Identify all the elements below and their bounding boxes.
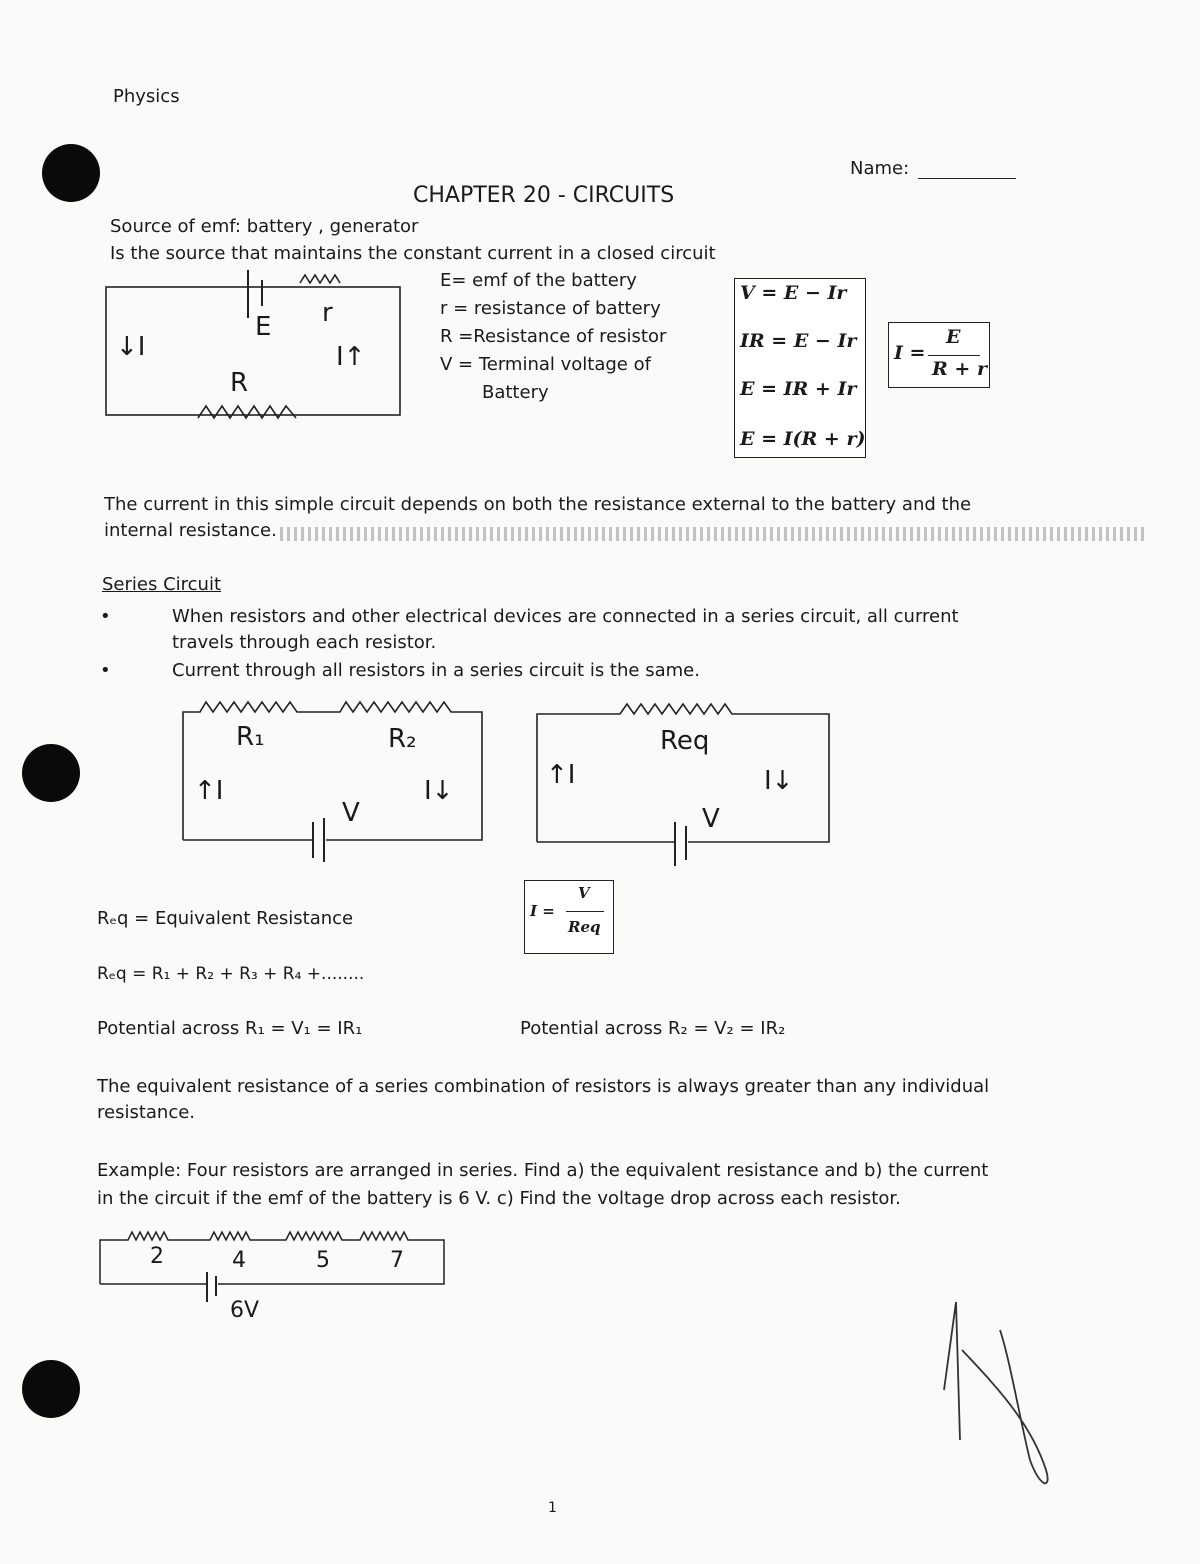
definition-V-cont: Battery — [482, 382, 549, 403]
series-bullet-1: When resistors and other electrical devices are connected in a series circuit, all current — [172, 606, 959, 627]
circuit3-label-req: Req — [660, 726, 710, 756]
ohm-law-numerator: V — [578, 884, 590, 902]
bullet-dot-2: • — [100, 660, 111, 681]
example-resistor-1: 2 — [150, 1244, 164, 1269]
circuit1-label-R: R — [230, 368, 249, 398]
summary-line-1: The current in this simple circuit depends on both the resistance external to the battery and the — [104, 494, 972, 515]
current-formula-lhs: I = — [894, 342, 926, 364]
example-battery-label: 6V — [230, 1298, 260, 1323]
bullet-dot-1: • — [100, 606, 111, 627]
example-resistor-3: 5 — [316, 1248, 330, 1273]
circuit1-current-left: ↓I — [116, 332, 146, 362]
definition-E: E= emf of the battery — [440, 270, 637, 291]
name-label: Name: — [850, 158, 910, 179]
circuit2-label-r2: R₂ — [388, 724, 417, 754]
definition-V: V = Terminal voltage of — [440, 354, 651, 375]
circuit2-label-r1: R₁ — [236, 722, 265, 752]
example-line-2: in the circuit if the emf of the battery is 6 V. c) Find the voltage drop across each resistor. — [97, 1188, 901, 1209]
example-line-1: Example: Four resistors are arranged in series. Find a) the equivalent resistance and b) the current — [97, 1160, 989, 1181]
series-bullet-1-cont: travels through each resistor. — [172, 632, 437, 653]
potential-across-r2: Potential across R₂ = V₂ = IR₂ — [520, 1018, 786, 1039]
circuit3-current-right: I↓ — [764, 766, 794, 796]
example-resistor-4: 7 — [390, 1248, 404, 1273]
equation-ir: IR = E − Ir — [740, 330, 857, 352]
req-definition: Rₑq = Equivalent Resistance — [97, 908, 354, 929]
req-sum-formula: Rₑq = R₁ + R₂ + R₃ + R₄ +........ — [97, 964, 365, 984]
conclusion-line-2: resistance. — [97, 1102, 196, 1123]
circuit3-current-left: ↑I — [546, 760, 576, 790]
circuit1-label-E: E — [255, 312, 272, 342]
circuit3-voltage-label: V — [702, 804, 720, 834]
circuit1-label-r: r — [322, 298, 333, 328]
definition-r: r = resistance of battery — [440, 298, 661, 319]
circuit2-current-left: ↑I — [194, 776, 224, 806]
page-number: 1 — [548, 1500, 557, 1516]
intro-line-1: Source of emf: battery , generator — [110, 216, 419, 237]
summary-line-2: internal resistance. — [104, 520, 277, 541]
circuit2-current-right: I↓ — [424, 776, 454, 806]
conclusion-line-1: The equivalent resistance of a series combination of resistors is always greater than any individual — [97, 1076, 990, 1097]
potential-across-r1: Potential across R₁ = V₁ = IR₁ — [97, 1018, 363, 1039]
equation-terminal-voltage: V = E − Ir — [740, 282, 847, 304]
current-formula-numerator: E — [946, 326, 961, 348]
series-bullet-2: Current through all resistors in a series circuit is the same. — [172, 660, 700, 681]
page-title: CHAPTER 20 - CIRCUITS — [413, 183, 675, 208]
equation-emf-sum: E = IR + Ir — [740, 378, 857, 400]
equation-emf-factored: E = I(R + r) — [740, 428, 866, 450]
series-heading: Series Circuit — [102, 574, 222, 595]
ohm-law-denominator: Req — [568, 918, 601, 936]
definition-R: R =Resistance of resistor — [440, 326, 667, 347]
subject-label: Physics — [113, 86, 180, 107]
current-formula-denominator: R + r — [932, 358, 987, 380]
example-resistor-2: 4 — [232, 1248, 246, 1273]
intro-line-2: Is the source that maintains the constant current in a closed circuit — [110, 243, 716, 264]
circuit1-current-right: I↑ — [336, 342, 366, 372]
ohm-law-lhs: I = — [530, 902, 555, 920]
circuit2-voltage-label: V — [342, 798, 360, 828]
